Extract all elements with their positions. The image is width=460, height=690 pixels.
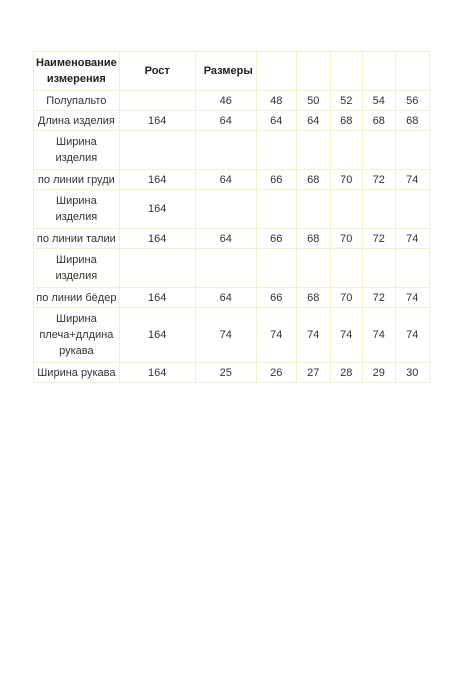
- table-row: [34, 288, 430, 308]
- table-cell: 74: [395, 288, 429, 308]
- row-label: Ширина изделия: [34, 190, 120, 229]
- table-cell: [256, 249, 296, 288]
- table-cell: 64: [296, 111, 330, 131]
- table-cell: 30: [395, 363, 429, 383]
- header-cell-empty: [395, 52, 429, 91]
- table-cell: 164: [119, 308, 195, 363]
- table-cell: 72: [362, 288, 395, 308]
- table-cell: [362, 190, 395, 229]
- table-cell: 70: [330, 170, 362, 190]
- header-cell-sizes: Размеры: [195, 52, 256, 91]
- table-cell: [296, 190, 330, 229]
- row-label: Ширина изделия: [34, 249, 120, 288]
- table-cell: 64: [195, 229, 256, 249]
- table-cell: 164: [119, 170, 195, 190]
- table-cell: [119, 91, 195, 111]
- table-cell: 28: [330, 363, 362, 383]
- table-cell: 52: [330, 91, 362, 111]
- table-cell: 25: [195, 363, 256, 383]
- table-row: [34, 131, 430, 170]
- table-cell: 68: [296, 170, 330, 190]
- table-cell: 29: [362, 363, 395, 383]
- table-cell: 54: [362, 91, 395, 111]
- table-row: [34, 91, 430, 111]
- table-cell: [195, 131, 256, 170]
- table-row: [34, 170, 430, 190]
- table-cell: 48: [256, 91, 296, 111]
- table-row: [34, 363, 430, 383]
- row-label: Ширина рукава: [34, 363, 120, 383]
- table-row: [34, 190, 430, 229]
- table-cell: [362, 249, 395, 288]
- table-cell: 66: [256, 170, 296, 190]
- table-cell: [296, 131, 330, 170]
- row-label: Ширина плеча+длдина рукава: [34, 308, 120, 363]
- header-cell-empty: [330, 52, 362, 91]
- table-cell: 56: [395, 91, 429, 111]
- table-cell: 64: [195, 170, 256, 190]
- table-cell: [362, 131, 395, 170]
- header-cell-height: Рост: [119, 52, 195, 91]
- table-cell: [395, 190, 429, 229]
- table-cell: 68: [296, 288, 330, 308]
- table-cell: 164: [119, 229, 195, 249]
- table-cell: 74: [362, 308, 395, 363]
- table-cell: [195, 249, 256, 288]
- table-cell: 66: [256, 229, 296, 249]
- table-cell: [256, 131, 296, 170]
- header-cell-empty: [362, 52, 395, 91]
- table-cell: 74: [395, 308, 429, 363]
- table-cell: 72: [362, 229, 395, 249]
- table-cell: 74: [395, 170, 429, 190]
- table-cell: [119, 131, 195, 170]
- table-row: [34, 229, 430, 249]
- table-row: [34, 249, 430, 288]
- row-label: по линии бёдер: [34, 288, 120, 308]
- header-cell-measurement-name: Наименование измерения: [34, 52, 120, 91]
- table-header-row: [34, 52, 430, 91]
- header-cell-empty: [296, 52, 330, 91]
- table-row: [34, 111, 430, 131]
- table-cell: 164: [119, 363, 195, 383]
- table-cell: 64: [195, 288, 256, 308]
- row-label: Полупальто: [34, 91, 120, 111]
- table-cell: 70: [330, 288, 362, 308]
- table-cell: [395, 249, 429, 288]
- table-cell: 74: [195, 308, 256, 363]
- table-cell: 68: [362, 111, 395, 131]
- table-cell: [395, 131, 429, 170]
- row-label: по линии талии: [34, 229, 120, 249]
- table-row: [34, 308, 430, 363]
- table-cell: 74: [330, 308, 362, 363]
- table-cell: 70: [330, 229, 362, 249]
- table-cell: [119, 249, 195, 288]
- row-label: Длина изделия: [34, 111, 120, 131]
- table-cell: 164: [119, 190, 195, 229]
- table-cell: [195, 190, 256, 229]
- table-cell: [330, 131, 362, 170]
- table-cell: 164: [119, 111, 195, 131]
- table-cell: 74: [296, 308, 330, 363]
- table-cell: 46: [195, 91, 256, 111]
- table-cell: 64: [195, 111, 256, 131]
- table-cell: 68: [296, 229, 330, 249]
- table-cell: 74: [395, 229, 429, 249]
- table-cell: 72: [362, 170, 395, 190]
- table-cell: 68: [395, 111, 429, 131]
- table-cell: 68: [330, 111, 362, 131]
- size-table: [33, 51, 430, 383]
- row-label: Ширина изделия: [34, 131, 120, 170]
- table-cell: 66: [256, 288, 296, 308]
- table-cell: 164: [119, 288, 195, 308]
- table-cell: [296, 249, 330, 288]
- table-cell: 26: [256, 363, 296, 383]
- table-cell: 50: [296, 91, 330, 111]
- header-cell-empty: [256, 52, 296, 91]
- table-cell: 64: [256, 111, 296, 131]
- table-cell: [330, 190, 362, 229]
- table-cell: 27: [296, 363, 330, 383]
- row-label: по линии груди: [34, 170, 120, 190]
- table-cell: [330, 249, 362, 288]
- table-cell: 74: [256, 308, 296, 363]
- table-cell: [256, 190, 296, 229]
